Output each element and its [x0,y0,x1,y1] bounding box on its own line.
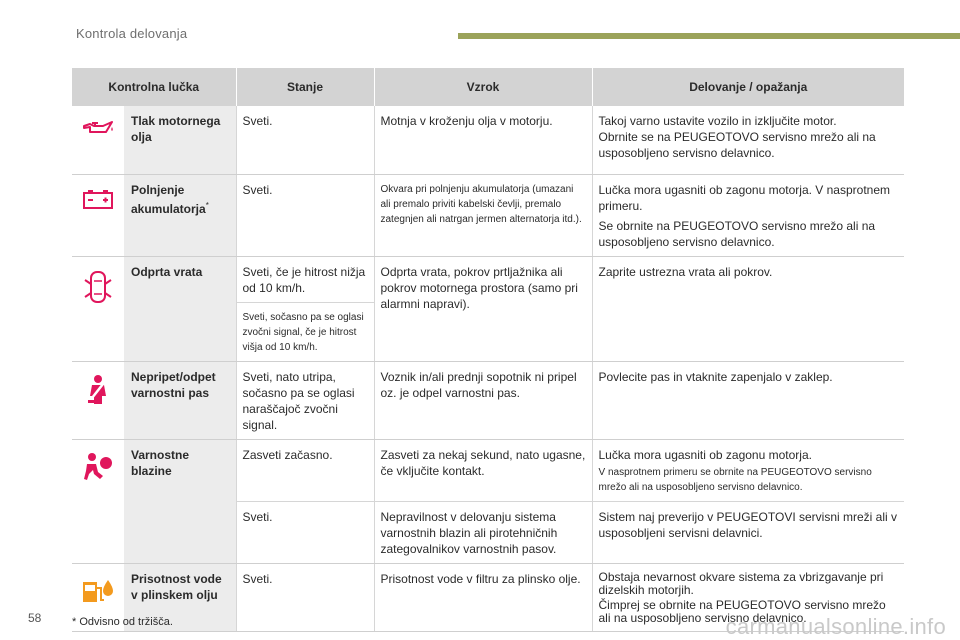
table-row [72,174,904,256]
action-text: Lučka mora ugasniti ob zagonu motorja. V nasprotnem primeru. [598,182,890,213]
action-cell: Zaprite ustrezna vrata ali pokrov. [592,256,904,361]
footnote: * Odvisno od tržišča. [72,616,173,628]
action-cell: Povlecite pas in vtaknite zapenjalo v zaklep. [592,361,904,439]
action-text: Lučka mora ugasniti ob zagonu motorja. [598,447,812,462]
state-cell: Zasveti začasno. [236,439,374,501]
column-header-action: Delovanje / opažanja [592,68,904,106]
column-header-light: Kontrolna lučka [72,68,236,106]
table-row [72,256,904,302]
page-number: 58 [28,611,42,625]
battery-icon [72,174,124,256]
state-cell: Sveti. [236,174,374,256]
action-text: Obstaja nevarnost okvare sistema za vbrizgavanje pri dizelskih motorjih. [598,569,884,597]
cause-cell: Okvara pri polnjenju akumulatorja (umazani ali premalo priviti kabelski čevlji, premalo zategnjen ali natrgan jermen alternatorja itd.). [374,174,592,256]
state-cell: Sveti, nato utripa, sočasno pa se oglasi naraščajoč zvočni signal. [236,361,374,439]
oil-can-icon [72,106,124,174]
state-cell: Sveti, sočasno pa se oglasi zvočni signal, če je hitrost višja od 10 km/h. [236,302,374,361]
table-row [72,439,904,501]
seatbelt-icon [72,361,124,439]
light-name: Varnostne blazine [124,439,236,563]
section-title: Kontrola delovanja [76,26,188,41]
light-name: Prisotnost vode v plinskem olju [124,563,236,631]
watermark: carmanualsonline.info [725,614,946,639]
light-name: Polnjenje akumulatorja* [124,174,236,256]
cause-cell: Zasveti za nekaj sekund, nato ugasne, če vključite kontakt. [374,439,592,501]
cause-cell: Nepravilnost v delovanju sistema varnostnih blazin ali pirotehničnih zategovalnikov varnostnih pasov. [374,501,592,563]
state-cell: Sveti, če je hitrost nižja od 10 km/h. [236,256,374,302]
airbag-icon [72,439,124,563]
cause-cell: Odprta vrata, pokrov prtljažnika ali pokrov motornega prostora (samo pri alarmni napravi). [374,256,592,361]
light-name: Tlak motornega olja [124,106,236,174]
cause-cell: Voznik in/ali prednji sopotnik ni pripel oz. je odpel varnostni pas. [374,361,592,439]
state-cell: Sveti. [236,563,374,631]
action-text: Se obrnite na PEUGEOTOVO servisno mrežo ali na usposobljeno servisno delavnico. [598,218,876,249]
light-name: Odprta vrata [124,256,236,361]
action-text: Takoj varno ustavite vozilo in izključite motor. [598,114,837,128]
state-cell: Sveti. [236,501,374,563]
header-accent-bar [458,33,960,39]
table-header-row [72,68,904,106]
state-cell: Sveti. [236,106,374,174]
action-text: Obrnite se na PEUGEOTOVO servisno mrežo ali na usposobljeno servisno delavnico. [598,130,876,160]
action-cell [592,106,904,174]
light-name: Nepripet/odpet varnostni pas [124,361,236,439]
action-cell [592,439,904,501]
warning-lights-table [72,68,904,632]
column-header-state: Stanje [236,68,374,106]
table-row [72,361,904,439]
action-text: V nasprotnem primeru se obrnite na PEUGEOTOVO servisno mrežo ali na usposobljeno servisno delavnico. [598,466,872,493]
action-cell: Sistem naj preverijo v PEUGEOTOVI servisni mreži ali v usposobljeni servisni delavnici. [592,501,904,563]
open-door-icon [72,256,124,361]
column-header-cause: Vzrok [374,68,592,106]
table-row [72,106,904,174]
action-cell [592,174,904,256]
cause-cell: Motnja v kroženju olja v motorju. [374,106,592,174]
cause-cell: Prisotnost vode v filtru za plinsko olje. [374,563,592,631]
action-text: Čimprej se obrnite na PEUGEOTOVO servisno mrežo ali na usposobljeno servisno delavnico. [598,597,886,625]
